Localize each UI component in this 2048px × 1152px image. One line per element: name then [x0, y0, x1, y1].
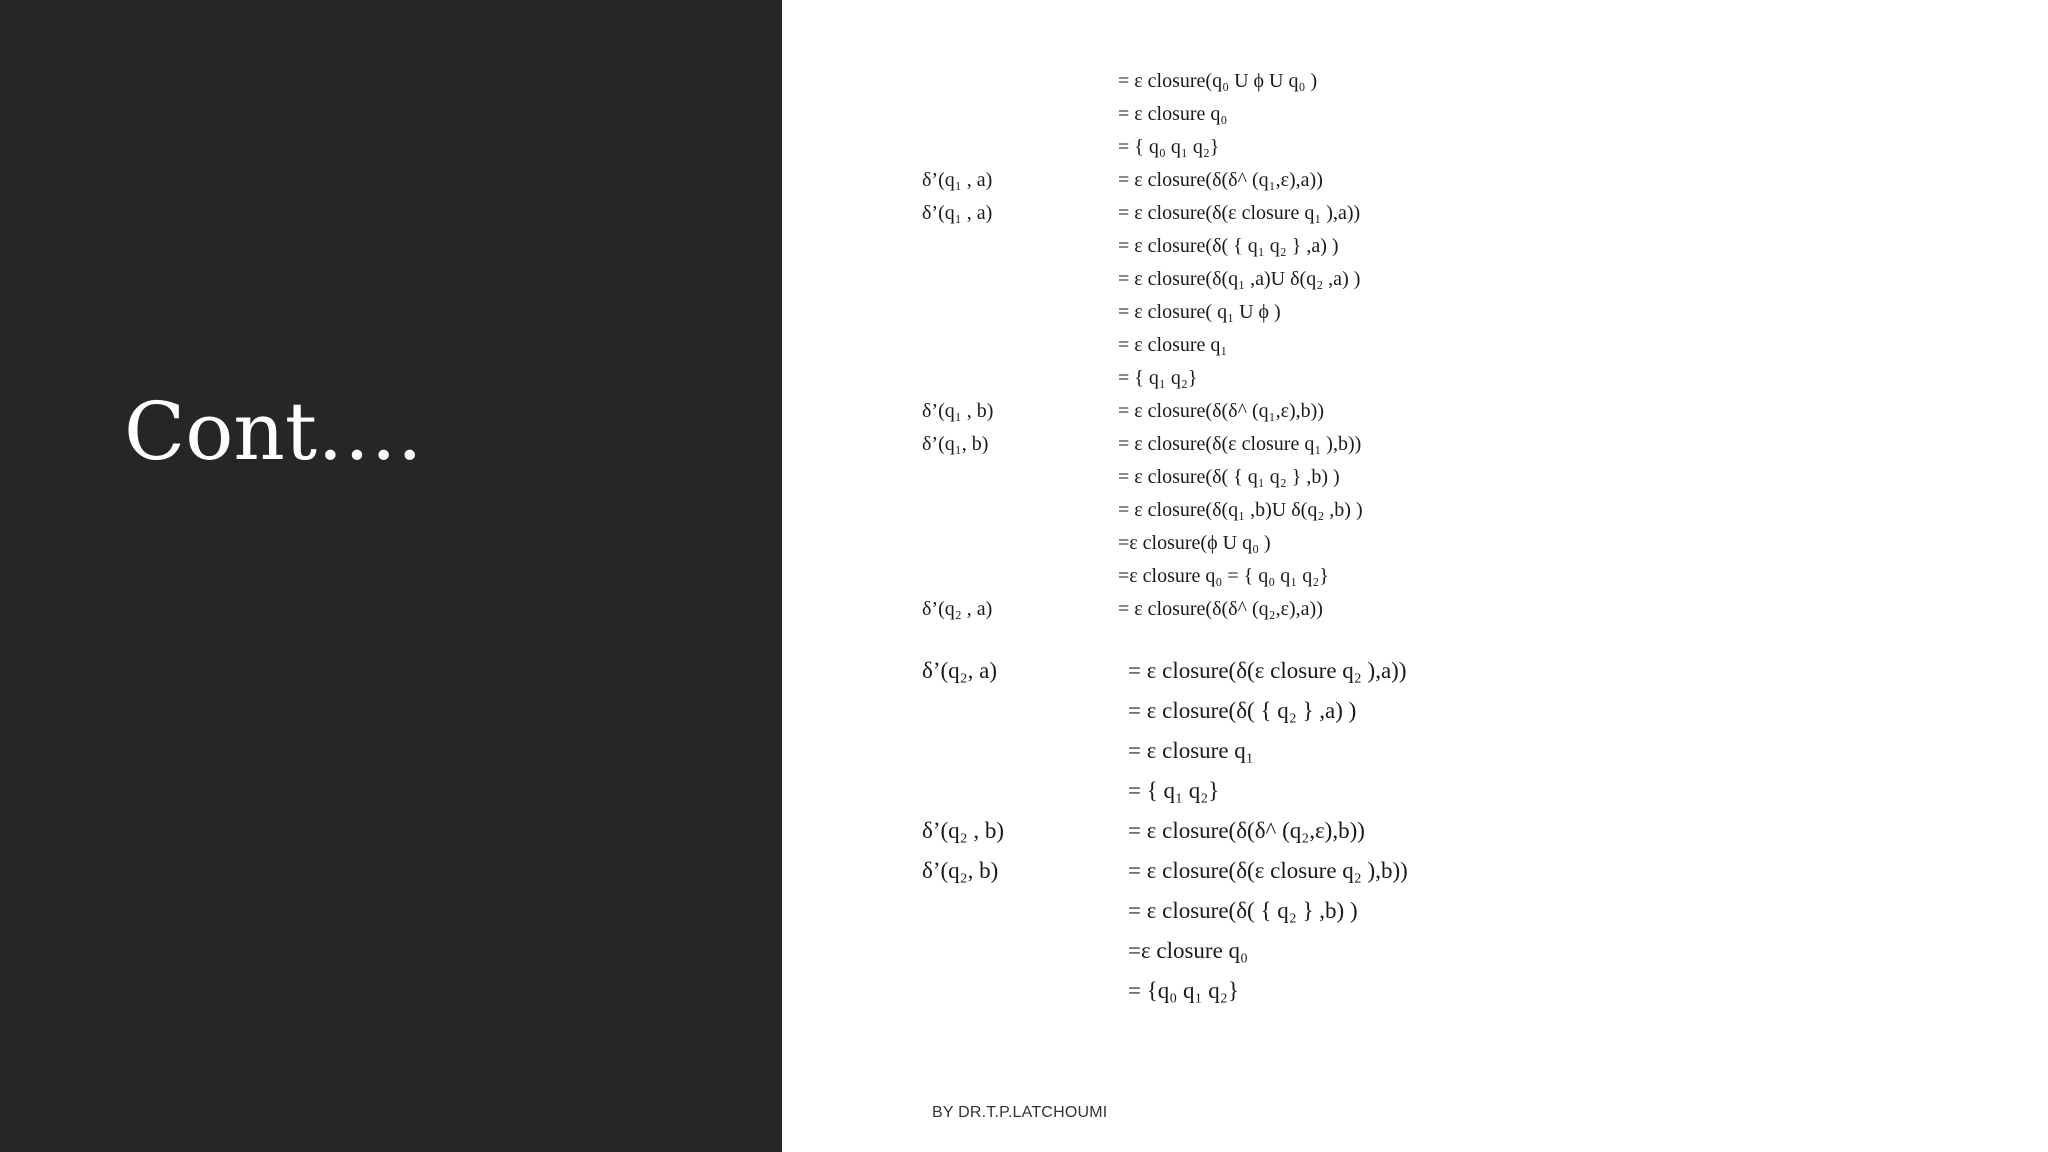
title-panel	[0, 0, 782, 1152]
derivation-rhs: =ε closure q₀ = { q₀ q₁ q₂}	[1118, 565, 1329, 587]
derivation-lhs: δ’(q₁, b)	[922, 433, 989, 455]
derivation-rhs: = ε closure(δ(δ^ (q₁,ε),b))	[1118, 400, 1324, 422]
derivation-rhs: = { q₁ q₂}	[1128, 778, 1220, 803]
derivation-rhs: =ε closure q₀	[1128, 938, 1249, 963]
slide-title: Cont….	[124, 385, 423, 478]
derivation-lhs: δ’(q₁ , a)	[922, 169, 993, 191]
footer-credit: BY DR.T.P.LATCHOUMI	[932, 1104, 1108, 1121]
derivation-rhs: = ε closure(δ( { q₁ q₂ } ,b) )	[1118, 466, 1340, 488]
derivation-rhs: = ε closure(δ(ε closure q₂ ),b))	[1128, 858, 1408, 883]
derivation-image	[782, 0, 2048, 1152]
derivation-lhs: δ’(q₂, b)	[922, 858, 999, 883]
derivation-rhs: = {q₀ q₁ q₂}	[1128, 978, 1239, 1003]
derivation-rhs: = ε closure q₁	[1118, 334, 1228, 356]
derivation-lhs: δ’(q₂ , a)	[922, 598, 993, 620]
derivation-rhs: = ε closure(δ(q₁ ,b)U δ(q₂ ,b) )	[1118, 499, 1363, 521]
derivation-rhs: = ε closure(δ(δ^ (q₂,ε),b))	[1128, 818, 1365, 843]
derivation-rhs: = ε closure(δ(ε closure q₂ ),a))	[1128, 658, 1407, 683]
derivation-lhs: δ’(q₂, a)	[922, 658, 998, 683]
derivation-rhs: = ε closure q₀	[1118, 103, 1228, 125]
derivation-rhs: = ε closure(δ( { q₂ } ,b) )	[1128, 898, 1358, 923]
derivation-lhs: δ’(q₁ , a)	[922, 202, 993, 224]
derivation-rhs: = ε closure( q₁ U ϕ )	[1118, 301, 1281, 323]
derivation-rhs: = ε closure(δ(ε closure q₁ ),b))	[1118, 433, 1362, 455]
derivation-rhs: = ε closure(δ(δ^ (q₂,ε),a))	[1118, 598, 1323, 620]
derivation-rhs: = { q₀ q₁ q₂}	[1118, 136, 1220, 158]
derivation-lhs: δ’(q₂ , b)	[922, 818, 1005, 843]
derivation-rhs: = ε closure(δ( { q₂ } ,a) )	[1128, 698, 1357, 723]
derivation-lhs: δ’(q₁ , b)	[922, 400, 994, 422]
derivation-rhs: = ε closure(δ(ε closure q₁ ),a))	[1118, 202, 1361, 224]
derivation-rhs: = ε closure(δ( { q₁ q₂ } ,a) )	[1118, 235, 1339, 257]
derivation-rhs: =ε closure(ϕ U q₀ )	[1118, 532, 1271, 554]
derivation-rhs: = ε closure q₁	[1128, 738, 1254, 763]
derivation-rhs: = ε closure(δ(δ^ (q₁,ε),a))	[1118, 169, 1323, 191]
derivation-rhs: = ε closure(q₀ U ϕ U q₀ )	[1118, 70, 1318, 92]
derivation-rhs: = { q₁ q₂}	[1118, 367, 1198, 389]
derivation-rhs: = ε closure(δ(q₁ ,a)U δ(q₂ ,a) )	[1118, 268, 1361, 290]
content-panel	[782, 0, 2048, 1152]
